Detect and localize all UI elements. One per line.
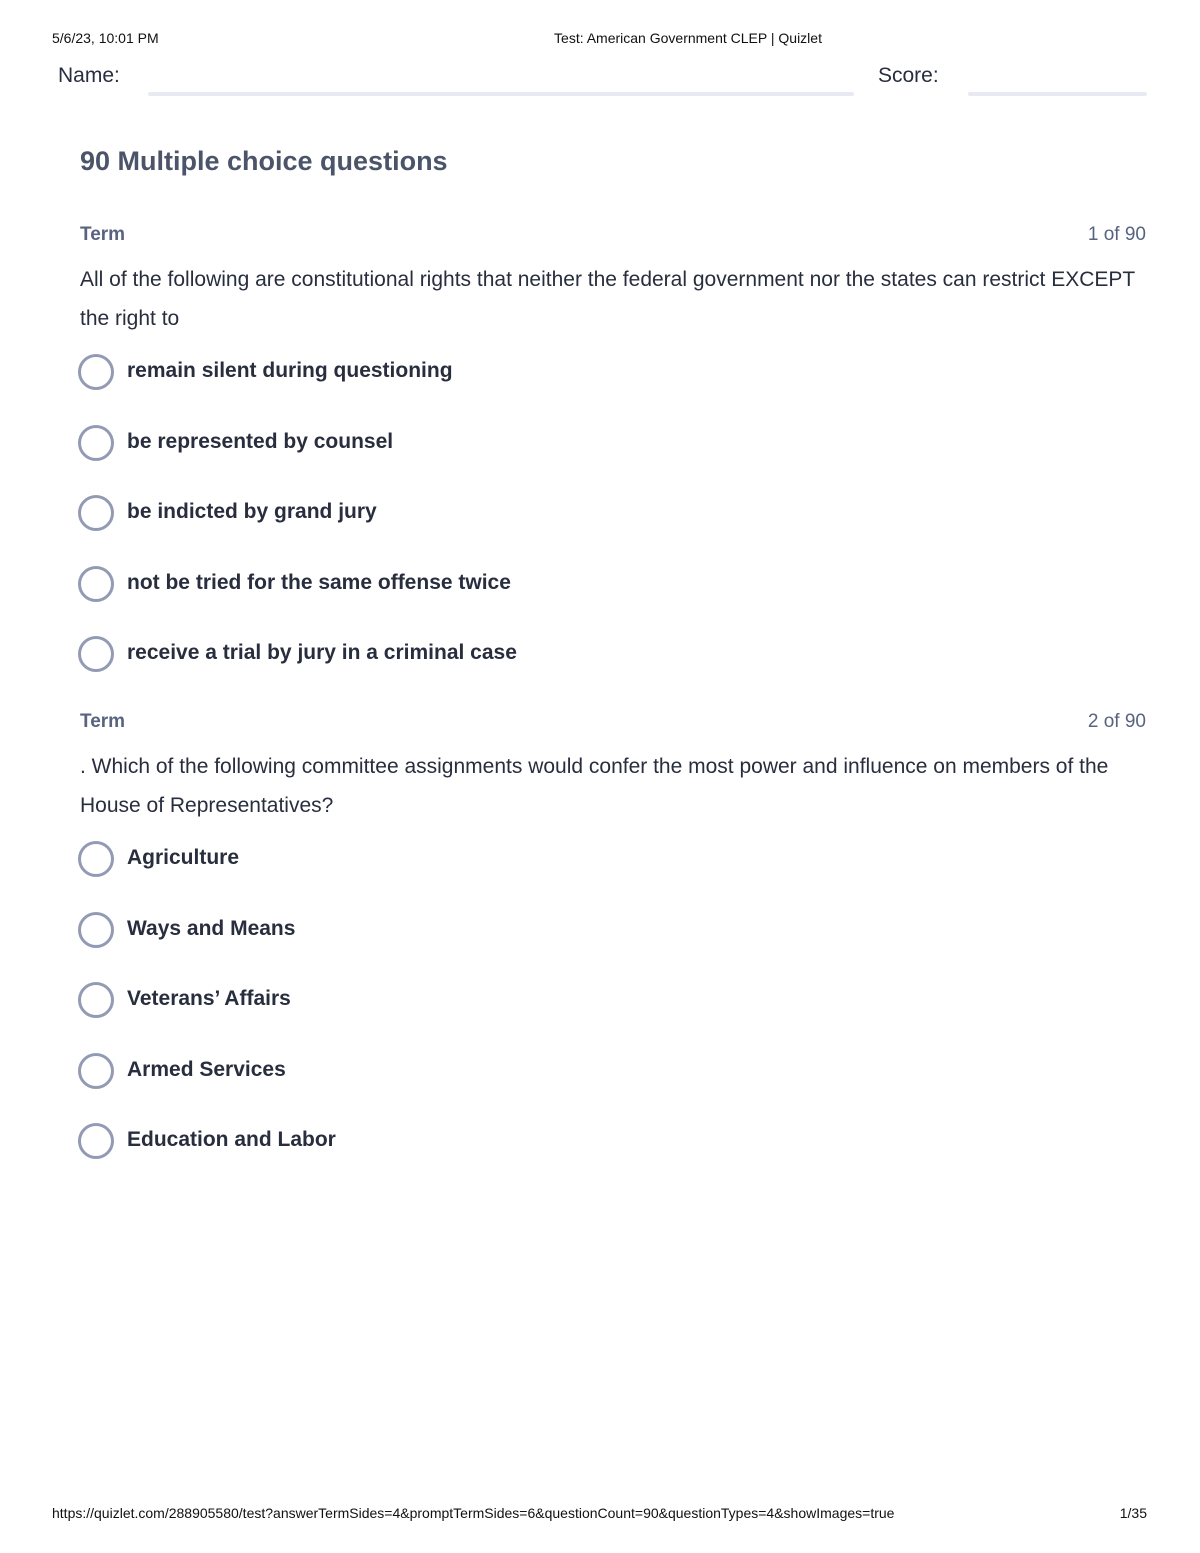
question-kind: Term — [80, 711, 126, 732]
question-counter: 2 of 90 — [1087, 711, 1146, 732]
name-field[interactable] — [148, 92, 854, 96]
answer-option[interactable] — [80, 1053, 1146, 1124]
answer-option-label: Armed Services — [127, 1057, 286, 1081]
radio-circle-icon[interactable] — [78, 495, 114, 531]
answer-option[interactable] — [80, 495, 1146, 566]
radio-circle-icon[interactable] — [78, 354, 114, 390]
question-kind: Term — [80, 224, 126, 245]
answer-option[interactable] — [80, 912, 1146, 983]
answer-option-label: Education and Labor — [127, 1128, 336, 1151]
answer-option[interactable] — [80, 636, 1146, 707]
answer-option[interactable] — [80, 425, 1146, 496]
radio-circle-icon[interactable] — [78, 425, 114, 461]
score-field[interactable] — [968, 92, 1147, 96]
page-number: 1/35 — [1119, 1505, 1147, 1521]
radio-circle-icon[interactable] — [78, 1123, 114, 1159]
question-header — [80, 711, 1146, 737]
section-title: 90 Multiple choice questions — [80, 146, 448, 176]
question-card — [80, 224, 1146, 707]
question-counter: 1 of 90 — [1087, 224, 1146, 245]
answer-option-label: be represented by counsel — [127, 429, 394, 453]
radio-circle-icon[interactable] — [78, 912, 114, 948]
question-prompt: All of the following are constitutional rights that neither the federal government nor the states can restrict EXCEPT the right to — [80, 268, 1135, 330]
answer-option-label: Ways and Means — [127, 916, 296, 940]
question-card — [80, 711, 1146, 1194]
name-score-row — [58, 62, 1148, 102]
radio-circle-icon[interactable] — [78, 636, 114, 672]
answer-option-label: Veterans’ Affairs — [127, 987, 291, 1010]
radio-circle-icon[interactable] — [78, 566, 114, 602]
answer-option-label: not be tried for the same offense twice — [127, 570, 511, 594]
answer-option[interactable] — [80, 841, 1146, 912]
answer-option-label: receive a trial by jury in a criminal case — [127, 641, 517, 664]
answer-options — [80, 354, 1146, 707]
answer-option-label: Agriculture — [127, 846, 240, 869]
answer-option-label: remain silent during questioning — [127, 359, 453, 382]
print-date: 5/6/23, 10:01 PM — [52, 30, 159, 46]
answer-option-label: be indicted by grand jury — [127, 500, 377, 523]
print-title: Test: American Government CLEP | Quizlet — [554, 30, 822, 46]
radio-circle-icon[interactable] — [78, 841, 114, 877]
name-label: Name: — [58, 64, 120, 87]
answer-option[interactable] — [80, 566, 1146, 637]
radio-circle-icon[interactable] — [78, 982, 114, 1018]
question-prompt: . Which of the following committee assignments would confer the most power and influence on members of the House of Representatives? — [80, 755, 1109, 817]
radio-circle-icon[interactable] — [78, 1053, 114, 1089]
answer-option[interactable] — [80, 982, 1146, 1053]
print-url: https://quizlet.com/288905580/test?answerTermSides=4&promptTermSides=6&questionCount=90&questionTypes=4&showImages=true — [52, 1505, 895, 1521]
print-header — [0, 30, 1200, 50]
answer-options — [80, 841, 1146, 1194]
question-header — [80, 224, 1146, 250]
answer-option[interactable] — [80, 1123, 1146, 1194]
answer-option[interactable] — [80, 354, 1146, 425]
score-label: Score: — [878, 64, 939, 87]
